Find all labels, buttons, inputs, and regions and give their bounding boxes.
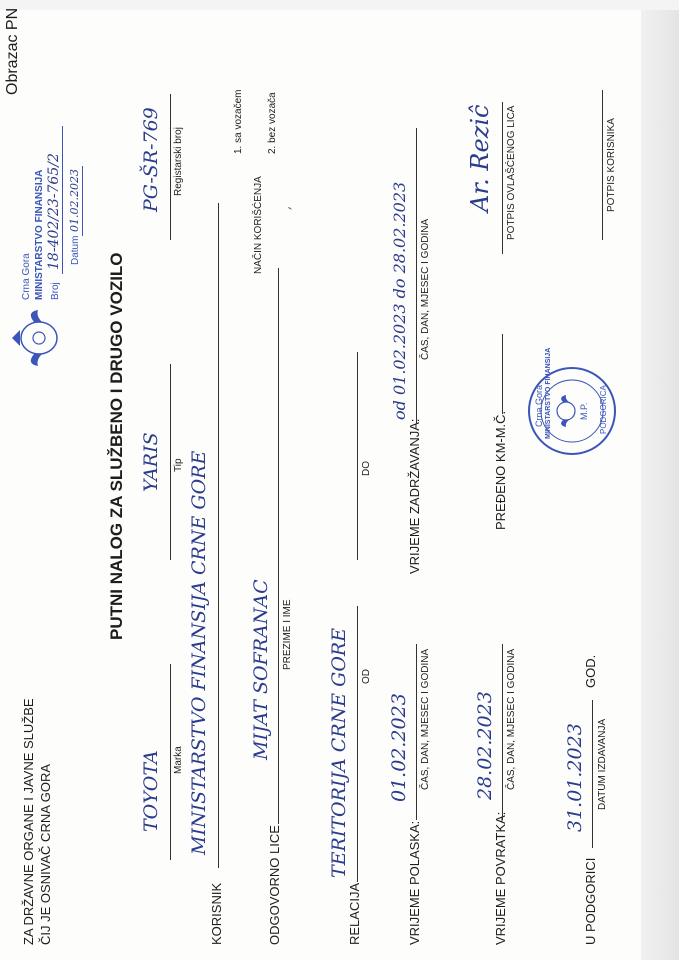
seal-bottom: PODGORICA — [599, 385, 608, 434]
zadrzavanje-label: VRIJEME ZADRŽAVANJA: — [407, 418, 422, 574]
marka-value: TOYOTA — [140, 750, 162, 832]
stamp-broj-label: Broj — [50, 282, 61, 300]
seal-center: M.P. — [579, 402, 589, 420]
tip-value: YARIS — [140, 432, 162, 492]
relacija-od-line — [357, 606, 358, 882]
izdavanje-sub: DATUM IZDAVANJA — [597, 718, 608, 810]
marka-label: Marka — [173, 746, 184, 774]
nacin-label: NAČIN KORIŠĆENJA — [253, 176, 264, 274]
org-line-1: ZA DRŽAVNE ORGANE I JAVNE SLUŽBE — [21, 698, 36, 945]
relacija-od: OD — [361, 669, 372, 684]
form-title: PUTNI NALOG ZA SLUŽBENO I DRUGO VOZILO — [107, 252, 126, 640]
odgovorno-line — [278, 268, 279, 824]
polazak-label: VRIJEME POLASKA: — [407, 820, 422, 945]
org-line-2: ČIJ JE OSNIVAČ CRNA GORA — [38, 763, 53, 945]
potpis-korisnika-label: POTPIS KORISNIKA — [606, 118, 617, 212]
reg-line — [170, 94, 171, 240]
polazak-value: 01.02.2023 — [388, 693, 410, 802]
datum-value: 01.02.2023 — [68, 169, 81, 232]
polazak-line — [416, 644, 417, 820]
polazak-sub: ČAS, DAN, MJESEC I GODINA — [420, 648, 431, 790]
authorized-signature: Ar. Reziĉ — [466, 104, 494, 212]
korisnik-line — [218, 203, 219, 868]
seal-ring: MINISTARSTVO FINANSIJA — [545, 347, 552, 439]
broj-value: 18-402/23-765/2 — [46, 153, 62, 270]
nacin-mark: , — [279, 206, 293, 210]
izdavanje-label: U PODGORICI — [583, 857, 598, 945]
nacin-option-2: 2. bez vozača — [267, 92, 278, 154]
coat-of-arms-icon — [8, 308, 66, 368]
relacija-label: RELACIJA — [347, 882, 362, 945]
marka-line — [170, 664, 171, 860]
relacija-do-line — [357, 352, 358, 560]
korisnik-label: KORISNIK — [209, 882, 224, 945]
form-code: Obrazac PN — [4, 7, 21, 95]
povratak-sub: ČAS, DAN, MJESEC I GODINA — [506, 648, 517, 790]
povratak-value: 28.02.2023 — [474, 691, 496, 800]
tip-line — [170, 364, 171, 560]
potpis-ovlascenog-label: POTPIS OVLAŠĆENOG LICA — [506, 105, 517, 240]
reg-label: Registarski broj — [173, 127, 184, 196]
odgovorno-sub: PREZIME I IME — [282, 599, 293, 670]
predjeno-line — [502, 334, 503, 414]
stamp-country: Crna Gora — [21, 253, 32, 300]
official-seal — [528, 347, 616, 455]
povratak-line — [502, 644, 503, 820]
nacin-option-1: 1. sa vozačem — [233, 89, 244, 154]
zadrzavanje-value: od 01.02.2023 do 28.02.2023 — [390, 181, 409, 420]
seal-top: Crna Gora — [534, 384, 544, 427]
potpis-korisnika-line — [602, 90, 603, 240]
izdavanje-line — [592, 700, 593, 848]
datum-line — [82, 166, 83, 236]
relacija-do: DO — [361, 461, 372, 476]
povratak-label: VRIJEME POVRATKA: — [493, 811, 508, 945]
odgovorno-value: MIJAT SOFRANAC — [250, 579, 272, 760]
reg-value: PG-ŠR-769 — [140, 107, 162, 212]
korisnik-value: MINISTARSTVO FINANSIJA CRNE GORE — [188, 450, 210, 855]
predjeno-label: PREĐENO KM-M.Č. — [493, 410, 508, 530]
izdavanje-god: GOD. — [583, 654, 598, 688]
stamp-ministry: MINISTARSTVO FINANSIJA — [34, 169, 45, 300]
broj-line — [62, 126, 63, 274]
odgovorno-label: ODGOVORNO LICE — [267, 825, 282, 945]
zadrzavanje-sub: ČAS, DAN, MJESEC I GODINA — [420, 218, 431, 360]
relacija-value: TERITORIJA CRNE GORE — [328, 627, 350, 878]
izdavanje-value: 31.01.2023 — [564, 723, 586, 832]
stamp-datum-label: Datum — [70, 235, 81, 265]
potpis-ovlascenog-line — [502, 102, 503, 254]
zadrzavanje-line — [416, 128, 417, 424]
tip-label: Tip — [173, 458, 184, 472]
